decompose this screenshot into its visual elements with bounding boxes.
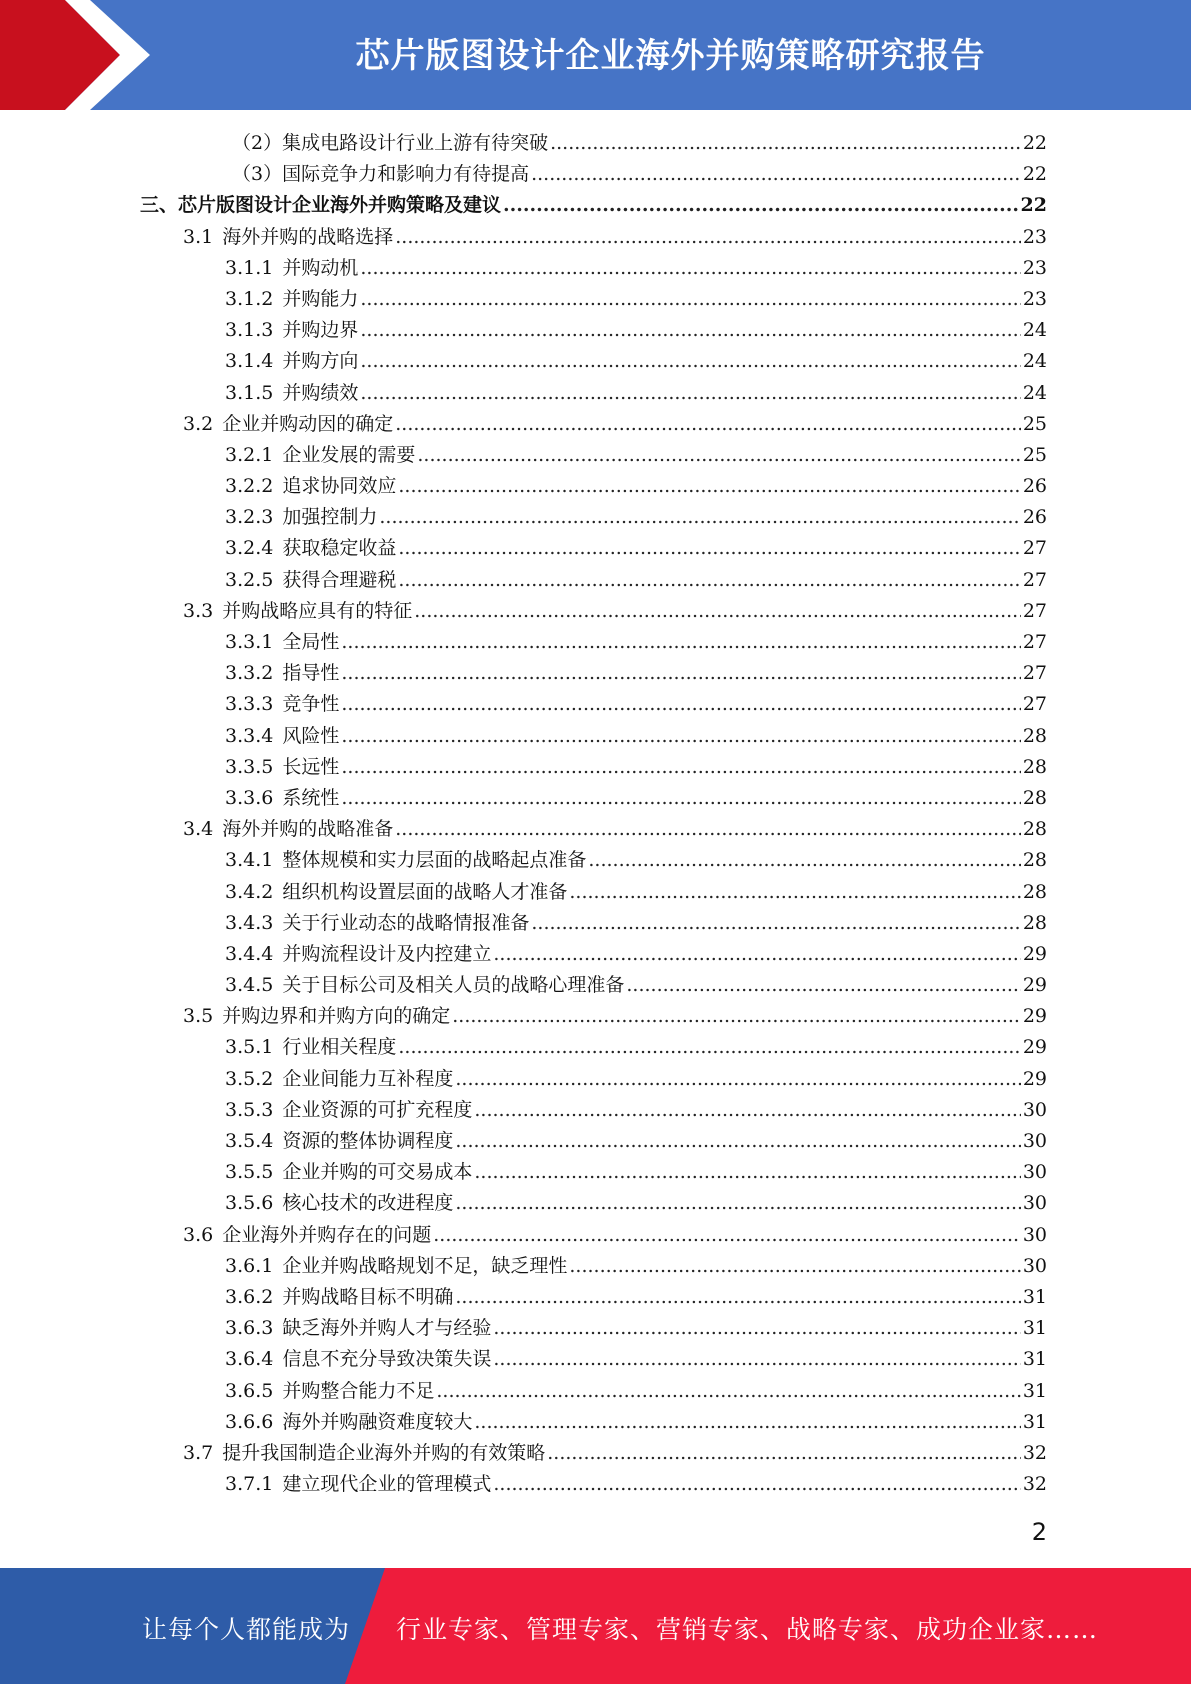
toc-entry-number: 3.5.1 (225, 1036, 274, 1059)
toc-entry[interactable] (0, 1313, 1191, 1344)
toc-entry-number: 3.6.1 (225, 1254, 274, 1277)
toc-entry-number: 3.7 (183, 1441, 214, 1464)
footer-slogan-left: 让每个人都能成为 (142, 1615, 351, 1644)
toc-entry[interactable] (0, 502, 1191, 533)
toc-entry-number: 3.5.5 (225, 1161, 274, 1184)
toc-dot-leader (341, 721, 1020, 752)
toc-entry-page: 27 (1022, 599, 1047, 622)
toc-entry[interactable] (0, 1188, 1191, 1219)
toc-entry-page: 27 (1022, 568, 1047, 591)
toc-entry-title: 加强控制力 (282, 506, 378, 529)
toc-entry-page: 31 (1022, 1410, 1047, 1433)
toc-dot-leader (436, 1376, 1020, 1407)
toc-entry-page: 23 (1022, 287, 1047, 310)
toc-entry[interactable] (0, 877, 1191, 908)
toc-entry-page: 27 (1022, 662, 1047, 685)
toc-entry-page: 29 (1022, 1036, 1047, 1059)
toc-entry-number: 3.5.2 (225, 1067, 274, 1090)
toc-entry-title: 三、芯片版图设计企业海外并购策略及建议 (140, 194, 502, 217)
toc-dot-leader (569, 1251, 1020, 1282)
toc-entry-page: 22 (1020, 194, 1047, 217)
toc-entry-page: 29 (1022, 1005, 1047, 1028)
toc-entry[interactable] (0, 1438, 1191, 1469)
toc-dot-leader (341, 752, 1020, 783)
toc-entry-number: 3.3 (183, 599, 214, 622)
toc-entry-page: 26 (1022, 506, 1047, 529)
toc-entry[interactable] (0, 1032, 1191, 1063)
toc-entry-title: 并购边界 (282, 319, 359, 342)
toc-entry[interactable] (0, 315, 1191, 346)
toc-entry-page: 24 (1022, 381, 1047, 404)
toc-entry[interactable] (0, 1095, 1191, 1126)
toc-dot-leader (341, 689, 1020, 720)
toc-entry-title: 并购能力 (282, 287, 359, 310)
toc-entry-title: 资源的整体协调程度 (282, 1130, 454, 1152)
toc-entry[interactable] (0, 814, 1191, 845)
footer-slogan-right: 行业专家、管理专家、营销专家、战略专家、成功企业家…… (396, 1615, 1099, 1644)
toc-entry[interactable] (0, 565, 1191, 596)
toc-entry[interactable] (0, 596, 1191, 627)
toc-entry-number: 3.6.2 (225, 1285, 274, 1308)
toc-entry[interactable] (0, 1251, 1191, 1282)
toc-entry[interactable] (0, 845, 1191, 876)
toc-entry-title: 并购流程设计及内控建立 (282, 942, 492, 965)
toc-entry[interactable] (0, 1001, 1191, 1032)
toc-dot-leader (493, 1313, 1020, 1344)
toc-dot-leader (547, 1438, 1021, 1469)
toc-entry-title: 企业发展的需要 (282, 443, 416, 466)
toc-dot-leader (474, 1157, 1020, 1188)
toc-entry[interactable] (0, 939, 1191, 970)
toc-dot-leader (360, 346, 1020, 377)
toc-entry-number: 3.1.4 (225, 350, 274, 373)
toc-entry[interactable] (0, 1376, 1191, 1407)
toc-entry-title: 信息不充分导致决策失误 (282, 1348, 492, 1371)
toc-entry-number: 3.1 (183, 225, 214, 248)
toc-entry-number: 3.4 (183, 818, 214, 841)
toc-entry-page: 23 (1022, 225, 1047, 248)
toc-entry-title: 并购方向 (282, 350, 359, 373)
toc-entry-number: 3.3.2 (225, 662, 274, 685)
toc-dot-leader (379, 502, 1020, 533)
toc-entry-number: 3.1.5 (225, 381, 274, 404)
toc-dot-leader (588, 845, 1020, 876)
toc-entry-title: 并购整合能力不足 (282, 1379, 435, 1402)
toc-entry-number: 3.2.1 (225, 443, 274, 466)
toc-entry-page: 29 (1022, 942, 1047, 965)
toc-dot-leader (550, 128, 1021, 159)
toc-entry-title: 海外并购融资难度较大 (282, 1410, 473, 1433)
report-title: 芯片版图设计企业海外并购策略研究报告 (355, 36, 986, 76)
toc-entry-title: 关于行业动态的战略情报准备 (282, 911, 530, 934)
toc-entry-number: 3.5.4 (225, 1130, 274, 1152)
toc-entry-number: 3.2 (183, 412, 214, 435)
toc-entry[interactable] (0, 253, 1191, 284)
toc-entry[interactable] (0, 1282, 1191, 1313)
toc-entry-number: 3.2.3 (225, 506, 274, 529)
toc-entry-title: 提升我国制造企业海外并购的有效策略 (222, 1441, 546, 1464)
toc-dot-leader (493, 1344, 1020, 1375)
toc-entry-page: 28 (1022, 911, 1047, 934)
toc-entry-number: 3.3.3 (225, 693, 274, 716)
toc-entry-title: 企业并购战略规划不足，缺乏理性 (282, 1254, 568, 1277)
toc-entry-page: 25 (1022, 412, 1047, 435)
toc-entry-title: 企业并购动因的确定 (222, 412, 394, 435)
toc-dot-leader (360, 253, 1020, 284)
toc-entry-number: 3.4.2 (225, 880, 274, 903)
toc-entry-number: 3.1.3 (225, 319, 274, 342)
toc-entry-title: 长远性 (282, 755, 340, 778)
toc-entry-title: 企业并购的可交易成本 (282, 1161, 473, 1184)
toc-entry-page: 24 (1022, 350, 1047, 373)
toc-entry-title: 风险性 (282, 724, 340, 747)
toc-entry[interactable] (0, 1344, 1191, 1375)
toc-entry-page: 30 (1022, 1192, 1047, 1215)
toc-dot-leader (626, 970, 1020, 1001)
toc-entry-title: 指导性 (282, 662, 340, 685)
toc-dot-leader (433, 1220, 1021, 1251)
toc-entry-number: 3.5.6 (225, 1192, 274, 1215)
toc-entry-number: 3.5.3 (225, 1098, 274, 1121)
toc-dot-leader (474, 1407, 1020, 1438)
toc-entry[interactable] (0, 1064, 1191, 1095)
toc-entry-title: 整体规模和实力层面的战略起点准备 (282, 849, 587, 872)
toc-entry-title: 获取稳定收益 (282, 537, 397, 560)
toc-entry-number: 3.6.6 (225, 1410, 274, 1433)
toc-entry-number: 3.6 (183, 1223, 214, 1246)
toc-entry[interactable] (0, 970, 1191, 1001)
toc-entry[interactable] (0, 471, 1191, 502)
toc-dot-leader (341, 627, 1020, 658)
toc-entry-page: 30 (1022, 1130, 1047, 1152)
toc-dot-leader (455, 1282, 1020, 1313)
toc-entry-number: 3.6.5 (225, 1379, 274, 1402)
toc-entry-title: 追求协同效应 (282, 475, 397, 498)
toc-entry-page: 26 (1022, 475, 1047, 498)
toc-entry[interactable] (0, 222, 1191, 253)
toc-entry-number: 3.3.4 (225, 724, 274, 747)
toc-entry-number: 3.3.1 (225, 631, 274, 653)
toc-entry-page: 30 (1022, 1223, 1047, 1246)
toc-dot-leader (395, 409, 1021, 440)
toc-entry-page: 29 (1022, 1067, 1047, 1090)
toc-dot-leader (360, 284, 1020, 315)
toc-dot-leader (360, 315, 1020, 346)
toc-dot-leader (414, 596, 1021, 627)
toc-dot-leader (474, 1095, 1020, 1126)
toc-entry[interactable] (0, 159, 1191, 190)
toc-entry-title: 建立现代企业的管理模式 (282, 1473, 492, 1496)
toc-entry-page: 28 (1022, 818, 1047, 841)
toc-entry-page: 32 (1022, 1441, 1047, 1464)
toc-entry[interactable] (0, 752, 1191, 783)
toc-entry-page: 23 (1022, 256, 1047, 279)
page-header (0, 0, 1191, 110)
toc-entry[interactable] (0, 409, 1191, 440)
toc-entry-number: 3.4.4 (225, 942, 274, 965)
toc-entry-number: 3.4.1 (225, 849, 274, 872)
toc-entry-number: 3.4.3 (225, 911, 274, 934)
toc-entry-page: 27 (1022, 631, 1047, 653)
toc-entry[interactable] (0, 1157, 1191, 1188)
toc-entry-number: 3.6.3 (225, 1317, 274, 1340)
toc-entry-number: 3.1.1 (225, 256, 274, 279)
toc-entry[interactable] (0, 1469, 1191, 1500)
toc-entry-page: 28 (1022, 849, 1047, 872)
toc-entry-page: 31 (1022, 1348, 1047, 1371)
toc-entry-number: 3.7.1 (225, 1473, 274, 1496)
toc-dot-leader (360, 378, 1020, 409)
toc-entry-title: 并购边界和并购方向的确定 (222, 1005, 451, 1028)
toc-entry[interactable] (0, 533, 1191, 564)
toc-dot-leader (503, 190, 1019, 221)
toc-entry-title: 组织机构设置层面的战略人才准备 (282, 880, 568, 903)
toc-dot-leader (398, 471, 1020, 502)
toc-entry-page: 28 (1022, 755, 1047, 778)
toc-dot-leader (455, 1188, 1020, 1219)
toc-entry-page: 28 (1022, 786, 1047, 809)
toc-dot-leader (398, 533, 1020, 564)
toc-entry-title: 全局性 (282, 631, 340, 653)
toc-entry-page: 22 (1022, 163, 1047, 186)
toc-entry-title: 并购动机 (282, 256, 359, 279)
toc-entry-title: 并购战略应具有的特征 (222, 599, 413, 622)
page-number: 2 (1031, 1518, 1047, 1546)
toc-entry-title: （2）集成电路设计行业上游有待突破 (232, 132, 549, 154)
toc-entry-title: 企业资源的可扩充程度 (282, 1098, 473, 1121)
toc-entry-title: 企业海外并购存在的问题 (222, 1223, 432, 1246)
toc-entry[interactable] (0, 783, 1191, 814)
toc-entry-title: 企业间能力互补程度 (282, 1067, 454, 1090)
toc-entry-page: 31 (1022, 1285, 1047, 1308)
toc-entry[interactable] (0, 658, 1191, 689)
toc-dot-leader (395, 814, 1021, 845)
toc-entry-title: 获得合理避税 (282, 568, 397, 591)
toc-entry-title: 竞争性 (282, 693, 340, 716)
toc-entry-number: 3.2.5 (225, 568, 274, 591)
toc-entry[interactable] (0, 1126, 1191, 1157)
toc-entry-number: 3.1.2 (225, 287, 274, 310)
toc-entry-number: 3.4.5 (225, 974, 274, 997)
toc-entry[interactable] (0, 440, 1191, 471)
toc-entry-number: 3.2.2 (225, 475, 274, 498)
toc-dot-leader (398, 565, 1020, 596)
toc-entry-page: 30 (1022, 1254, 1047, 1277)
toc-entry-title: （3）国际竞争力和影响力有待提高 (232, 163, 530, 186)
toc-entry-number: 3.3.6 (225, 786, 274, 809)
toc-entry[interactable] (0, 721, 1191, 752)
toc-dot-leader (569, 877, 1020, 908)
toc-entry[interactable] (0, 908, 1191, 939)
toc-entry[interactable] (0, 346, 1191, 377)
toc-entry[interactable] (0, 627, 1191, 658)
toc-entry-page: 30 (1022, 1161, 1047, 1184)
toc-entry-page: 30 (1022, 1098, 1047, 1121)
toc-entry-title: 行业相关程度 (282, 1036, 397, 1059)
toc-entry[interactable] (0, 284, 1191, 315)
toc-entry-page: 29 (1022, 974, 1047, 997)
toc-entry-title: 关于目标公司及相关人员的战略心理准备 (282, 974, 625, 997)
toc-entry[interactable] (0, 190, 1191, 221)
toc-entry-title: 海外并购的战略准备 (222, 818, 394, 841)
toc-entry-title: 并购绩效 (282, 381, 359, 404)
toc-dot-leader (455, 1064, 1020, 1095)
toc-entry[interactable] (0, 378, 1191, 409)
toc-dot-leader (531, 159, 1021, 190)
toc-dot-leader (455, 1126, 1020, 1157)
toc-entry-page: 27 (1022, 537, 1047, 560)
toc-entry[interactable] (0, 1407, 1191, 1438)
toc-entry-page: 28 (1022, 724, 1047, 747)
toc-dot-leader (493, 939, 1020, 970)
toc-dot-leader (341, 783, 1020, 814)
toc-entry-number: 3.3.5 (225, 755, 274, 778)
toc-entry-page: 25 (1022, 443, 1047, 466)
toc-dot-leader (341, 658, 1020, 689)
toc-dot-leader (531, 908, 1020, 939)
toc-entry-title: 缺乏海外并购人才与经验 (282, 1317, 492, 1340)
toc-entry-page: 31 (1022, 1317, 1047, 1340)
toc-entry-title: 并购战略目标不明确 (282, 1285, 454, 1308)
toc-dot-leader (395, 222, 1021, 253)
toc-entry-number: 3.5 (183, 1005, 214, 1028)
toc-entry[interactable] (0, 1220, 1191, 1251)
toc-entry-page: 24 (1022, 319, 1047, 342)
table-of-contents (0, 128, 1191, 1500)
toc-dot-leader (398, 1032, 1020, 1063)
toc-dot-leader (493, 1469, 1020, 1500)
toc-entry-title: 核心技术的改进程度 (282, 1192, 454, 1215)
toc-entry-page: 28 (1022, 880, 1047, 903)
toc-entry-page: 27 (1022, 693, 1047, 716)
toc-entry-number: 3.6.4 (225, 1348, 274, 1371)
toc-entry-page: 32 (1022, 1473, 1047, 1496)
toc-entry-title: 海外并购的战略选择 (222, 225, 394, 248)
toc-dot-leader (452, 1001, 1021, 1032)
toc-entry[interactable] (0, 689, 1191, 720)
toc-entry-number: 3.2.4 (225, 537, 274, 560)
toc-entry[interactable] (0, 128, 1191, 159)
page-footer (0, 1568, 1191, 1684)
toc-entry-page: 31 (1022, 1379, 1047, 1402)
toc-dot-leader (417, 440, 1020, 471)
toc-entry-page: 22 (1022, 132, 1047, 154)
toc-entry-title: 系统性 (282, 786, 340, 809)
